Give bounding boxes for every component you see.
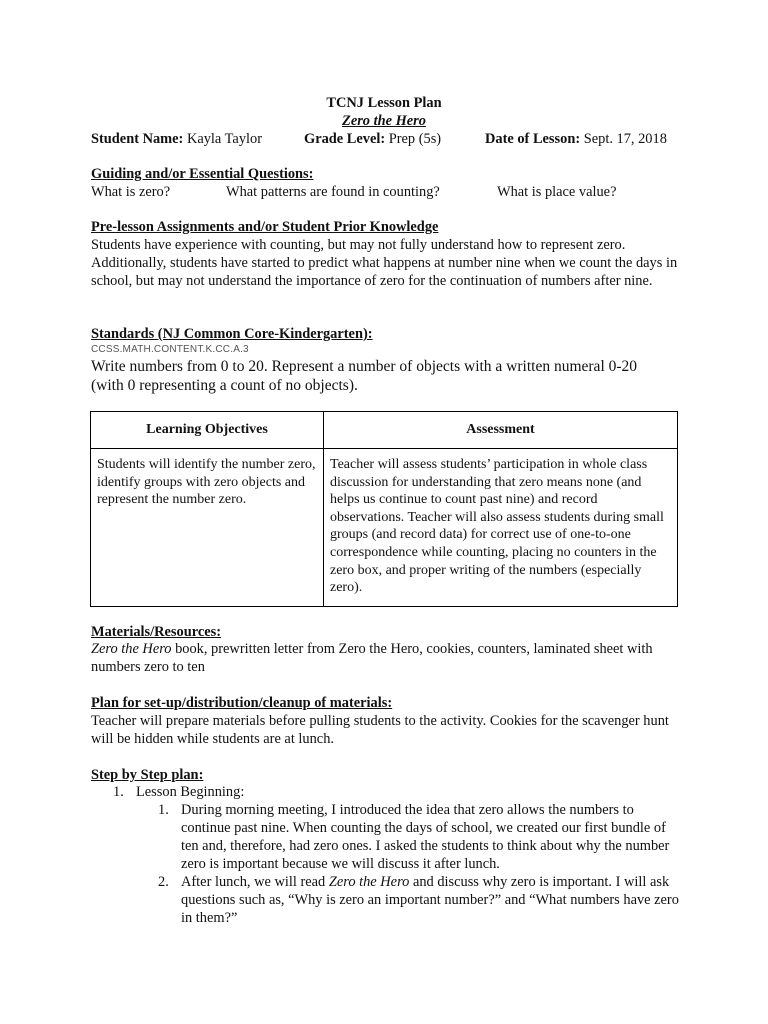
substep-2-rest: and discuss why zero is important. I will ask questions such as, “Why is zero an important number?” and “What numbers have zero in them?” xyxy=(181,874,679,926)
grade-level-value: Prep (5s) xyxy=(388,131,442,147)
step-1-label: Lesson Beginning: xyxy=(136,784,245,800)
substep-2-number: 2. xyxy=(158,874,169,890)
student-name-value: Kayla Taylor xyxy=(186,131,263,147)
assessment-header: Assessment xyxy=(324,412,678,449)
guiding-question-3: What is place value? xyxy=(497,184,617,200)
lesson-date-label: Date of Lesson: xyxy=(485,131,581,147)
table-header-row xyxy=(91,412,678,449)
guiding-question-2: What patterns are found in counting? xyxy=(226,184,440,200)
student-name-label: Student Name: xyxy=(91,131,184,147)
grade-level-label: Grade Level: xyxy=(304,131,386,147)
objectives-assessment-table xyxy=(90,411,678,607)
steps-heading: Step by Step plan: xyxy=(91,767,204,783)
substep-2-book-title: Zero the Hero xyxy=(328,874,410,890)
substep-2-intro: After lunch, we will read xyxy=(181,874,329,890)
lesson-date-value: Sept. 17, 2018 xyxy=(583,131,667,147)
grade-level-row xyxy=(304,130,441,148)
materials-heading: Materials/Resources: xyxy=(91,624,222,640)
guiding-question-1: What is zero? xyxy=(91,184,171,200)
lesson-date-row xyxy=(485,130,667,148)
learning-objectives-header: Learning Objectives xyxy=(91,412,324,449)
materials-list: book, prewritten letter from Zero the Hero, cookies, counters, laminated sheet with numbers zero to ten xyxy=(91,641,653,675)
substep-2-text xyxy=(181,873,679,927)
substep-1-text: During morning meeting, I introduced the idea that zero allows the numbers to continue past nine. When counting the days of school, we created our first bundle of ten and, therefore, had zero ones. I asked the students to think about why the number zero is important because we will discuss it after lunch. xyxy=(181,802,670,872)
student-name-row xyxy=(91,130,262,148)
standard-code: CCSS.MATH.CONTENT.K.CC.A.3 xyxy=(91,344,249,355)
document-title: TCNJ Lesson Plan xyxy=(326,95,442,111)
setup-text: Teacher will prepare materials before pulling students to the activity. Cookies for the scavenger hunt will be hidden while students are at lunch. xyxy=(91,713,669,747)
guiding-questions-heading: Guiding and/or Essential Questions: xyxy=(91,166,314,182)
step-1-number: 1. xyxy=(113,784,124,800)
materials-book-title: Zero the Hero xyxy=(91,641,172,657)
prelesson-text: Students have experience with counting, but may not fully understand how to represent zero. Additionally, students have started to predict what happens at number nine when we count the days in school, but may not understand the importance of zero for the continuation of numbers after nine. xyxy=(91,237,678,289)
standard-text: Write numbers from 0 to 20. Represent a number of objects with a written numeral 0-20 (with 0 representing a count of no objects). xyxy=(91,358,638,394)
assessment-cell: Teacher will assess students’ participation in whole class discussion for understanding that zero means none (and helps us continue to count past nine) and record observations. Teacher will also assess students during small groups (and record data) for correct use of one-to-one correspondence while counting, placing no counters in the zero box, and proper writing of the numbers (especially zero). xyxy=(324,449,678,607)
document-subtitle: Zero the Hero xyxy=(342,113,426,129)
prelesson-heading: Pre-lesson Assignments and/or Student Prior Knowledge xyxy=(91,219,439,235)
table-row xyxy=(91,449,678,607)
substep-1-number: 1. xyxy=(158,802,169,818)
setup-heading: Plan for set-up/distribution/cleanup of materials: xyxy=(91,695,393,711)
standards-heading: Standards (NJ Common Core-Kindergarten): xyxy=(91,326,373,342)
materials-text xyxy=(91,640,671,676)
learning-objective-cell: Students will identify the number zero, identify groups with zero objects and represent the number zero. xyxy=(91,449,324,607)
